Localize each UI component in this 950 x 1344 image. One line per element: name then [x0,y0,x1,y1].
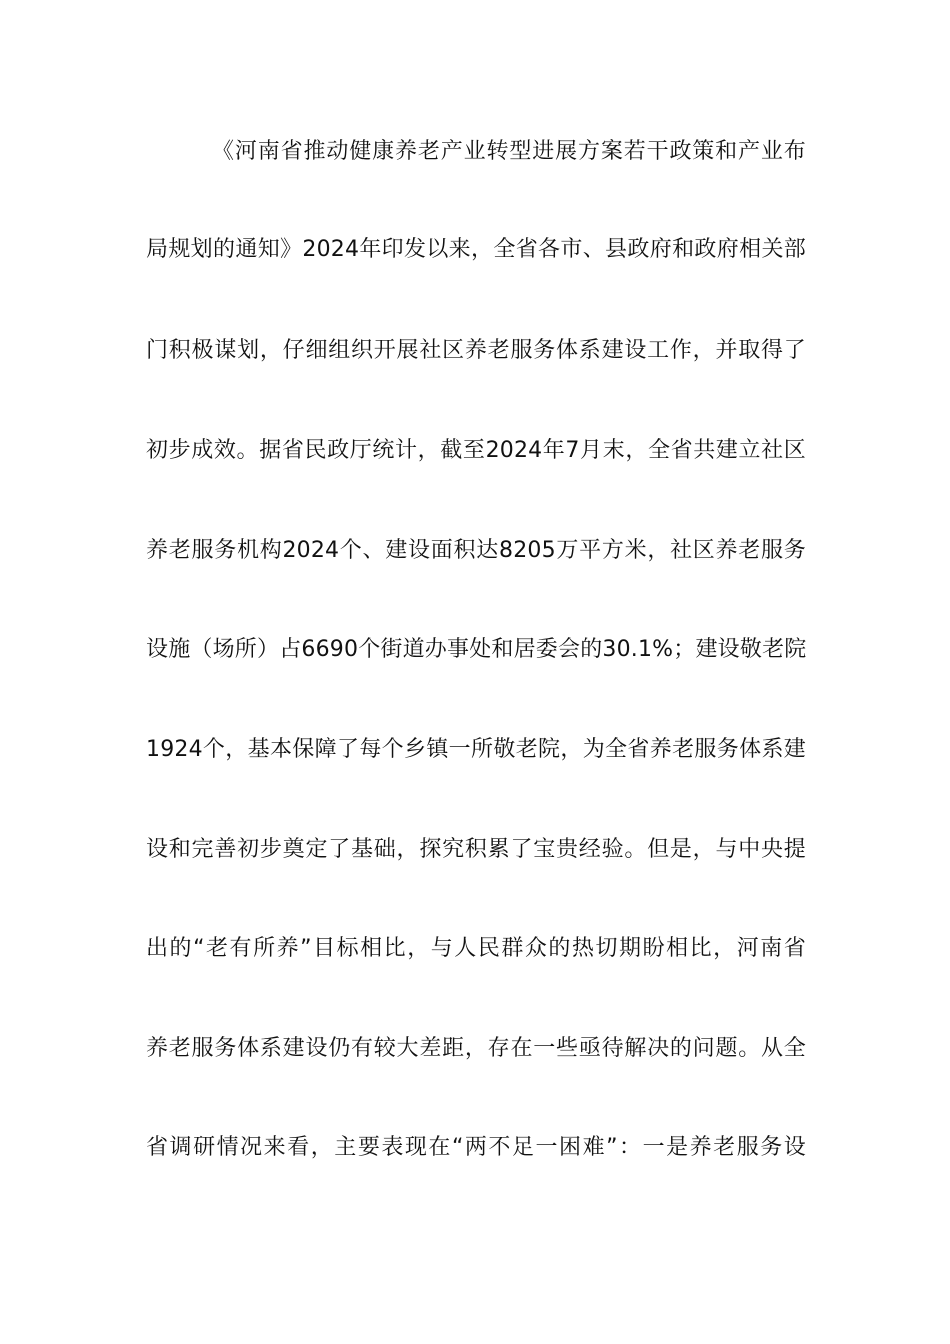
paragraph-line-10: 养老服务体系建设仍有较大差距，存在一些亟待解决的问题。从全 [146,1036,806,1061]
paragraph-line-5: 养老服务机构2024个、建设面积达8205万平方米，社区养老服务 [146,538,806,563]
paragraph-line-3: 门积极谋划，仔细组织开展社区养老服务体系建设工作，并取得了 [146,338,806,363]
paragraph-line-11: 省调研情况来看，主要表现在“两不足一困难”：一是养老服务设 [146,1135,806,1160]
paragraph-line-9: 出的“老有所养”目标相比，与人民群众的热切期盼相比，河南省 [146,936,806,961]
paragraph-line-7: 1924个，基本保障了每个乡镇一所敬老院，为全省养老服务体系建 [146,737,806,762]
paragraph-line-4: 初步成效。据省民政厅统计，截至2024年7月末，全省共建立社区 [146,438,806,463]
paragraph-line-8: 设和完善初步奠定了基础，探究积累了宝贵经验。但是，与中央提 [146,837,806,862]
paragraph-line-6: 设施（场所）占6690个街道办事处和居委会的30.1%；建设敬老院 [146,637,807,662]
paragraph-line-1: 《河南省推动健康养老产业转型进展方案若干政策和产业布 [212,139,806,164]
paragraph-line-2: 局规划的通知》2024年印发以来，全省各市、县政府和政府相关部 [146,237,806,262]
